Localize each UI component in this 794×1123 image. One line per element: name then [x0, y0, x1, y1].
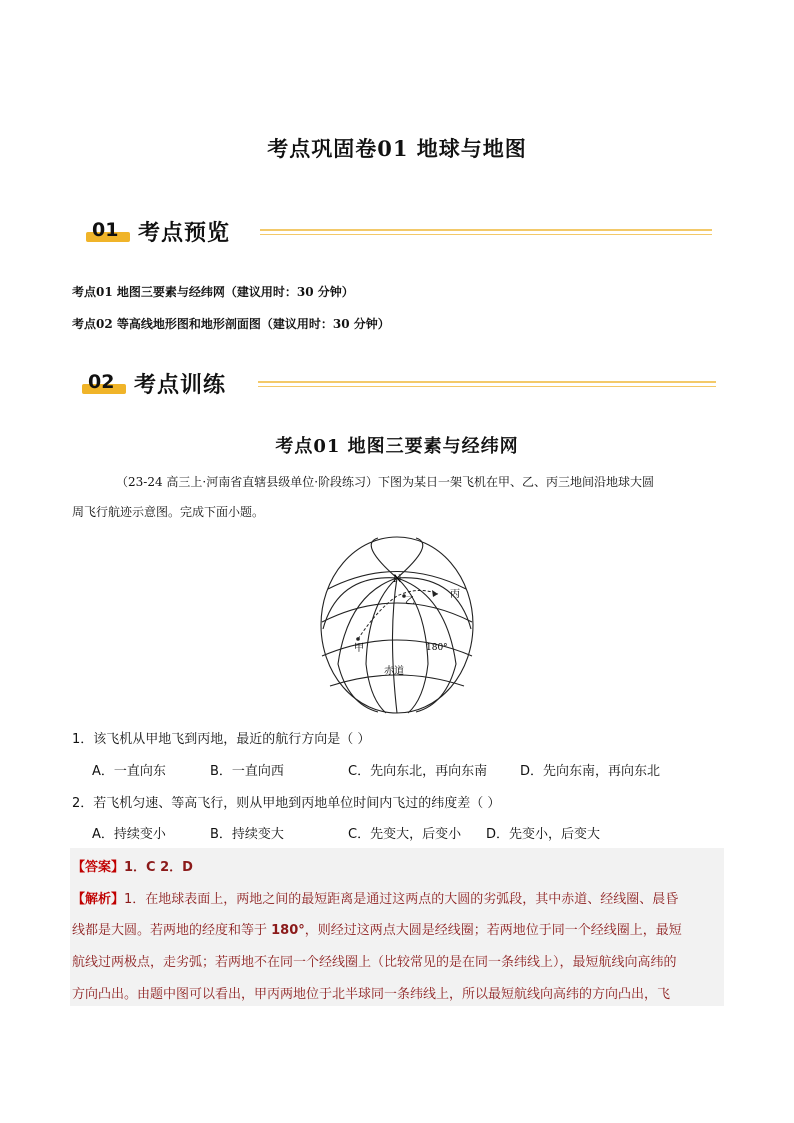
section-badge — [84, 218, 130, 248]
section-label: 考点预览 — [138, 221, 231, 246]
q2-option-c: C．先变大，后变小 — [348, 827, 462, 842]
flight-route-globe-diagram — [318, 534, 476, 716]
analysis-line-1: 【解析】1．在地球表面上，两地之间的最短距离是通过这两点的大圆的劣弧段，其中赤道、经线圈、晨昏 — [72, 892, 679, 907]
intro-paragraph — [72, 467, 722, 527]
answer-tag: 【答案】 — [72, 860, 125, 875]
north-pole-label: N — [393, 574, 402, 585]
question-1: 1．该飞机从甲地飞到丙地，最近的航行方向是（ ） — [72, 732, 371, 747]
kp-item-1: 考点01 地图三要素与经纬网（建议用时：30 分钟） — [72, 285, 354, 299]
section-badge — [80, 370, 126, 400]
question-2: 2．若飞机匀速、等高飞行，则从甲地到丙地单位时间内飞过的纬度差（ ） — [72, 796, 501, 811]
section-header-training — [80, 370, 716, 400]
q1-option-a: A．一直向东 — [92, 764, 166, 779]
q1-option-b: B．一直向西 — [210, 764, 284, 779]
analysis-line-4: 方向凸出。由题中图可以看出，甲丙两地位于北半球同一条纬线上，所以最短航线向高纬的方向凸出，飞 — [72, 987, 671, 1002]
section-divider — [258, 381, 716, 389]
section-header-preview — [84, 218, 712, 248]
analysis-tag: 【解析】 — [72, 892, 125, 907]
jia-label: 甲 — [354, 643, 364, 654]
section-divider — [260, 229, 712, 237]
analysis-line-3: 航线过两极点，走劣弧；若两地不在同一个经线圈上（比较常见的是在同一条纬线上），最短航线向高纬的 — [72, 955, 677, 970]
q1-option-d: D．先向东南，再向东北 — [520, 764, 661, 779]
analysis-line-2: 线都是大圆。若两地的经度和等于 180°，则经过这两点大圆是经线圈；若两地位于同一个经线圈上，最短 — [72, 923, 682, 938]
section-label: 考点训练 — [134, 373, 227, 398]
kp-item-2: 考点02 等高线地形图和地形剖面图（建议用时：30 分钟） — [72, 317, 390, 331]
intro-line-2: 周飞行航迹示意图。完成下面小题。 — [72, 505, 265, 519]
equator-label: 赤道 — [384, 666, 404, 677]
answer-text: 1．C 2．D — [124, 860, 193, 875]
q2-option-d: D．先变小，后变大 — [486, 827, 601, 842]
answer-line — [72, 856, 193, 875]
section-number: 01 — [92, 219, 119, 241]
yi-label: 乙 — [405, 596, 415, 607]
longitude-180-label: 180° — [426, 643, 448, 653]
intro-line-1: （23-24 高三上·河南省直辖县级单位·阶段练习）下图为某日一架飞机在甲、乙、丙三地间沿地球大圆 — [116, 475, 655, 489]
q2-option-a: A．持续变小 — [92, 827, 166, 842]
subsection-title: 考点01 地图三要素与经纬网 — [275, 436, 519, 457]
page-title: 考点巩固卷01 地球与地图 — [267, 136, 527, 161]
q1-option-c: C．先向东北，再向东南 — [348, 764, 488, 779]
bing-label: 丙 — [450, 589, 460, 600]
q2-option-b: B．持续变大 — [210, 827, 284, 842]
section-number: 02 — [88, 371, 115, 393]
